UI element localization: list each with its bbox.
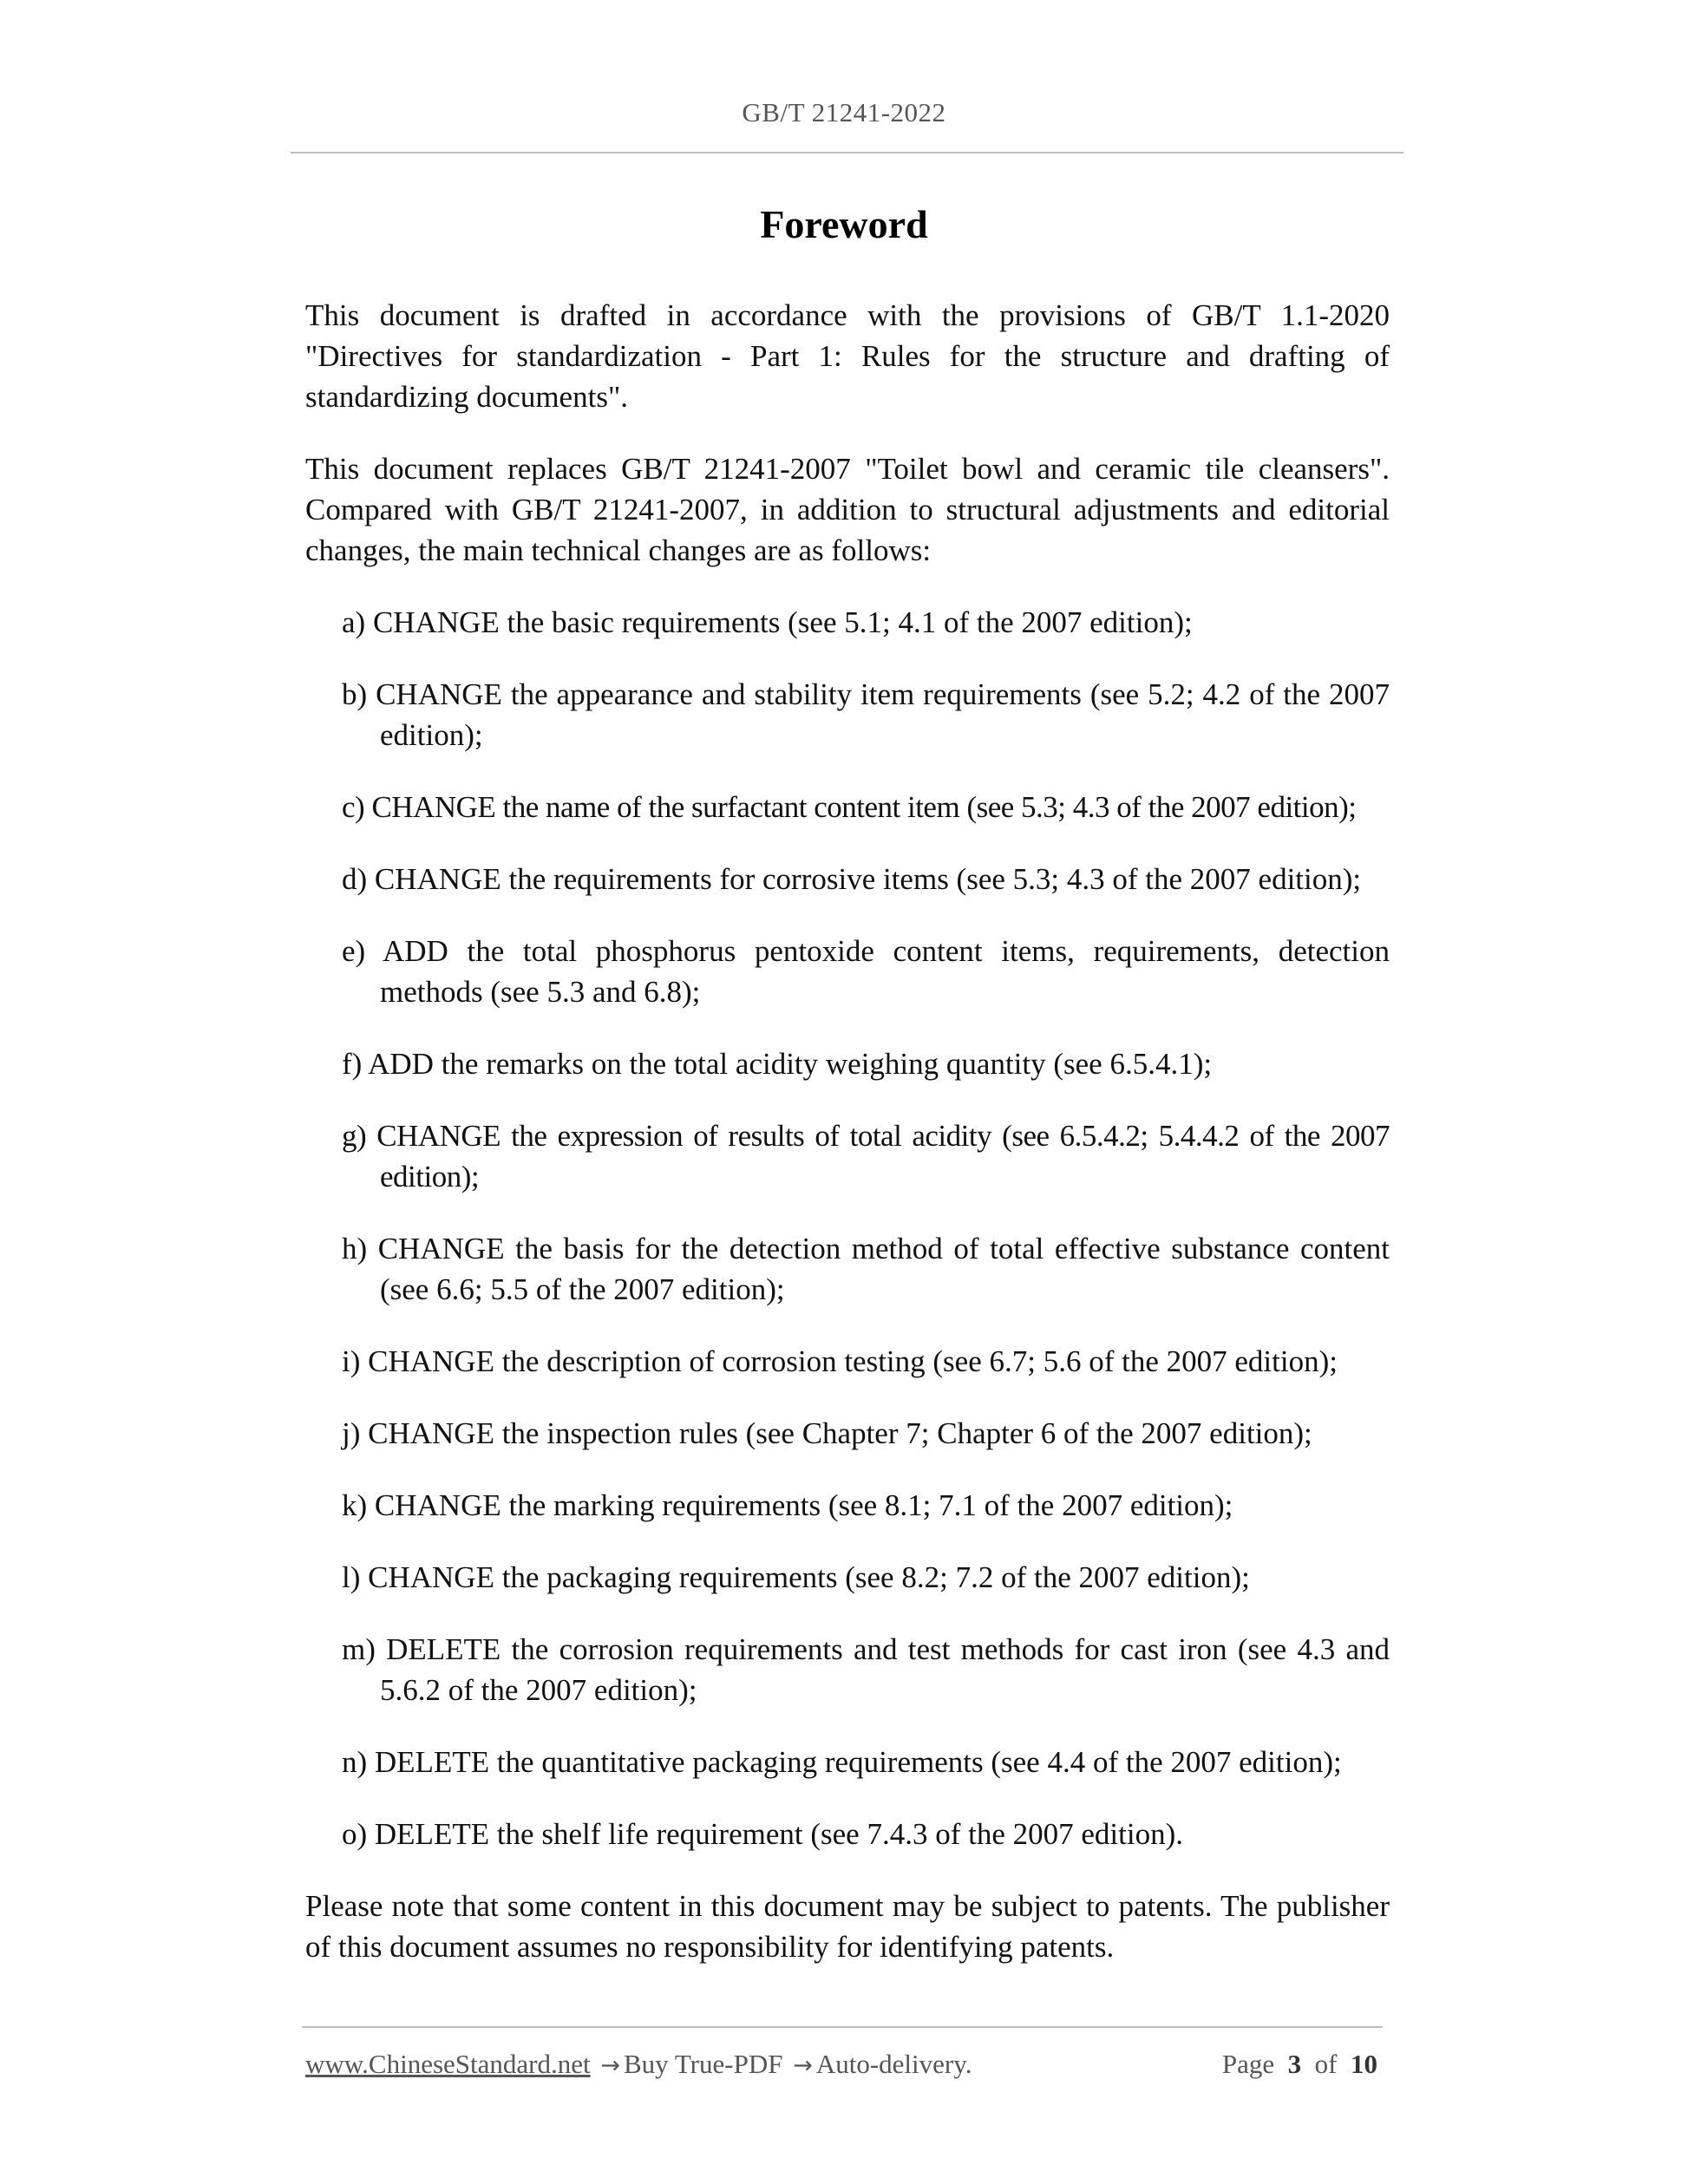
change-item-d: d) CHANGE the requirements for corrosive items (see 5.3; 4.3 of the 2007 edition); (342, 862, 1362, 896)
header-divider (291, 152, 1403, 154)
footer-divider (302, 2026, 1383, 2028)
page-total: 10 (1351, 2049, 1377, 2079)
change-item-c: c) CHANGE the name of the surfactant content item (see 5.3; 4.3 of the 2007 edition); (342, 790, 1357, 824)
change-item-l: l) CHANGE the packaging requirements (see 8.2; 7.2 of the 2007 edition); (342, 1560, 1250, 1594)
change-item-e: e) ADD the total phosphorus pentoxide content items, requirements, detection methods (see 5.3 and 6.8); (342, 934, 1390, 1009)
intro-paragraph-1: This document is drafted in accordance with the provisions of GB/T 1.1-2020 "Directives for standardization - Part 1: Rules for the structure and drafting of standardizing documents". (305, 298, 1390, 414)
change-item-m: m) DELETE the corrosion requirements and test methods for cast iron (see 4.3 and 5.6.2 of the 2007 edition); (342, 1632, 1390, 1707)
change-item-i: i) CHANGE the description of corrosion testing (see 6.7; 5.6 of the 2007 edition); (342, 1344, 1338, 1378)
change-item-k: k) CHANGE the marking requirements (see 8.1; 7.1 of the 2007 edition); (342, 1488, 1233, 1522)
document-body (305, 295, 1390, 1998)
change-item-g: g) CHANGE the expression of results of total acidity (see 6.5.4.2; 5.4.4.2 of the 2007 edition); (342, 1119, 1390, 1193)
buy-step-label: Buy True-PDF (623, 2049, 783, 2079)
closing-paragraph: Please note that some content in this document may be subject to patents. The publisher of this document assumes no responsibility for identifying patents. (305, 1889, 1390, 1964)
page-label: Page (1221, 2049, 1275, 2079)
changes-list (305, 602, 1390, 1854)
change-item-a: a) CHANGE the basic requirements (see 5.1; 4.1 of the 2007 edition); (342, 605, 1193, 639)
page-current: 3 (1287, 2049, 1302, 2079)
page-footer (305, 2049, 1377, 2080)
intro-paragraph-2: This document replaces GB/T 21241-2007 "Toilet bowl and ceramic tile cleansers". Compared with GB/T 21241-2007, in addition to structural adjustments and editorial changes, the main technical changes are as follows: (305, 452, 1390, 567)
delivery-step-label: Auto-delivery. (815, 2049, 972, 2079)
arrow-right-icon: → (600, 2052, 620, 2079)
change-item-f: f) ADD the remarks on the total acidity weighing quantity (see 6.5.4.1); (342, 1047, 1213, 1081)
footer-promo (305, 2049, 972, 2080)
change-item-n: n) DELETE the quantitative packaging requirements (see 4.4 of the 2007 edition); (342, 1745, 1342, 1779)
page-indicator (1222, 2049, 1377, 2080)
change-item-b: b) CHANGE the appearance and stability item requirements (see 5.2; 4.2 of the 2007 edition); (342, 677, 1390, 752)
page-of-label: of (1314, 2049, 1338, 2079)
arrow-right-icon: → (793, 2052, 813, 2079)
change-item-h: h) CHANGE the basis for the detection method of total effective substance content (see 6.6; 5.5 of the 2007 edition); (342, 1232, 1390, 1306)
page-title: Foreword (760, 202, 928, 246)
change-item-o: o) DELETE the shelf life requirement (see 7.4.3 of the 2007 edition). (342, 1817, 1183, 1851)
change-item-j: j) CHANGE the inspection rules (see Chapter 7; Chapter 6 of the 2007 edition); (342, 1416, 1312, 1450)
page-header: GB/T 21241-2022 (742, 97, 946, 128)
website-link[interactable]: www.ChineseStandard.net (305, 2049, 591, 2079)
